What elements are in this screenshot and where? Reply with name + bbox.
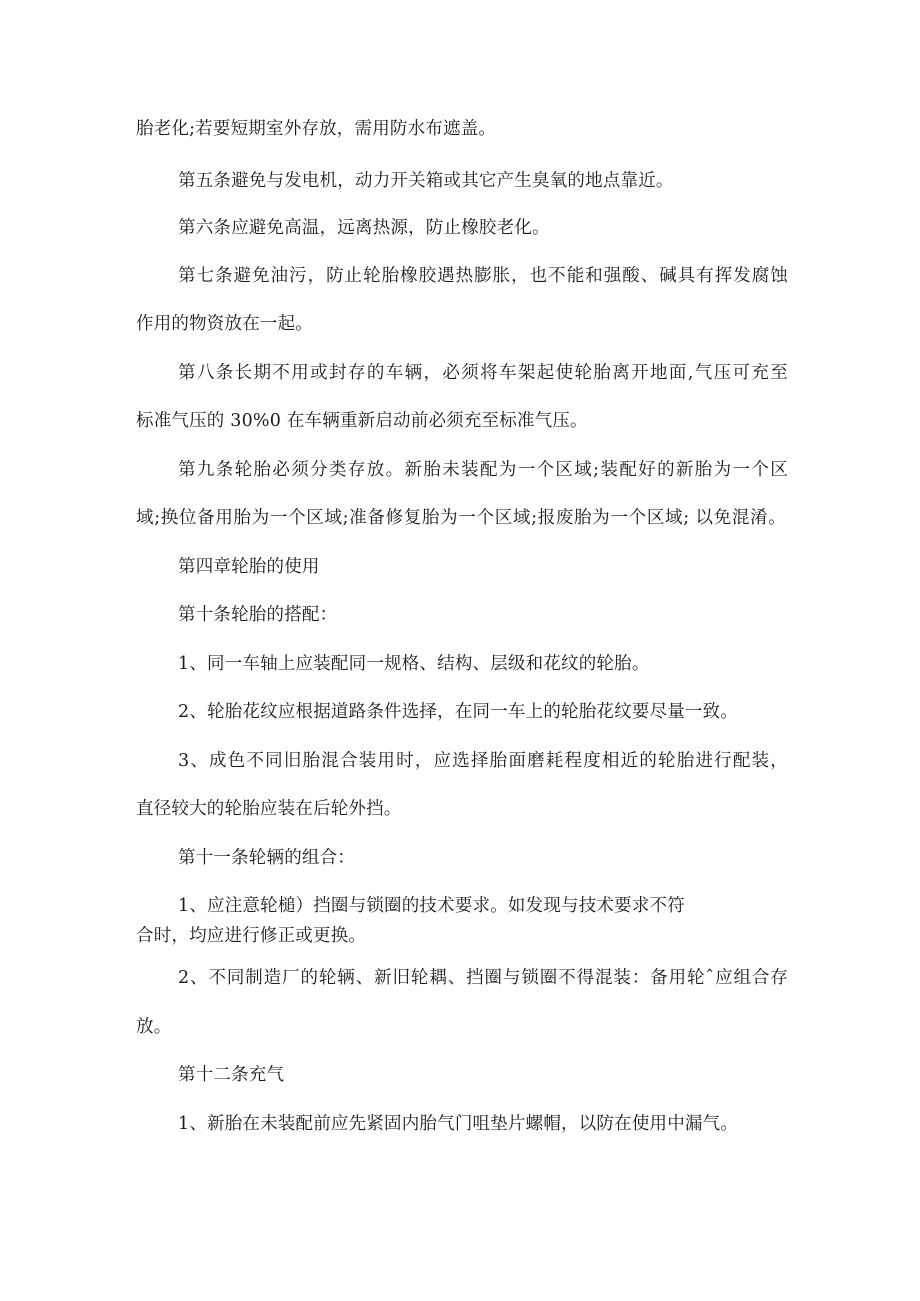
text-line: 胎老化;若要短期室外存放，需用防水布遮盖。: [136, 119, 497, 139]
article-11: 第十一条轮辆的组合：: [178, 848, 355, 868]
list-item: 3、成色不同旧胎混合装用时，应选择胎面磨耗程度相近的轮胎进行配装，: [178, 751, 788, 771]
text-line: 域;换位备用胎为一个区域;准备修复胎为一个区域;报废胎为一个区域; 以免混淆。: [136, 508, 786, 528]
chapter-4-heading: 第四章轮胎的使用: [178, 557, 320, 577]
text-line: 作用的物资放在一起。: [136, 314, 313, 334]
article-9: 第九条轮胎必须分类存放。新胎未装配为一个区域;装配好的新胎为一个区: [178, 460, 788, 480]
article-6: 第六条应避免高温，远离热源，防止橡胶老化。: [178, 218, 550, 238]
list-item: 1、新胎在未装配前应先紧固内胎气门咀垫片螺帽，以防在使用中漏气。: [178, 1114, 739, 1134]
text-line: 标准气压的 30%0 在车辆重新启动前必须充至标准气压。: [136, 411, 588, 431]
list-item: 2、轮胎花纹应根据道路条件选择，在同一车上的轮胎花纹要尽量一致。: [178, 702, 739, 722]
list-item: 1、同一车轴上应装配同一规格、结构、层级和花纹的轮胎。: [178, 654, 650, 674]
text-line: 直径较大的轮胎应装在后轮外挡。: [136, 799, 402, 819]
list-item: 1、应注意轮槌）挡圈与锁圈的技术要求。如发现与技术要求不符: [178, 896, 685, 916]
text-line: 合时，均应进行修正或更换。: [136, 926, 367, 946]
list-item: 2、不同制造厂的轮辆、新旧轮耦、挡圈与锁圈不得混装：备用轮ˆ应组合存: [178, 968, 788, 988]
article-7: 第七条避免油污，防止轮胎橡胶遇热膨胀，也不能和强酸、碱具有挥发腐蚀: [178, 266, 788, 286]
text-line: 放。: [136, 1017, 172, 1037]
article-10: 第十条轮胎的搭配：: [178, 605, 338, 625]
article-5: 第五条避免与发电机，动力开关箱或其它产生臭氧的地点靠近。: [178, 171, 674, 191]
article-12: 第十二条充气: [178, 1065, 285, 1085]
article-8: 第八条长期不用或封存的车辆，必须将车架起使轮胎离开地面,气压可充至: [178, 363, 788, 383]
